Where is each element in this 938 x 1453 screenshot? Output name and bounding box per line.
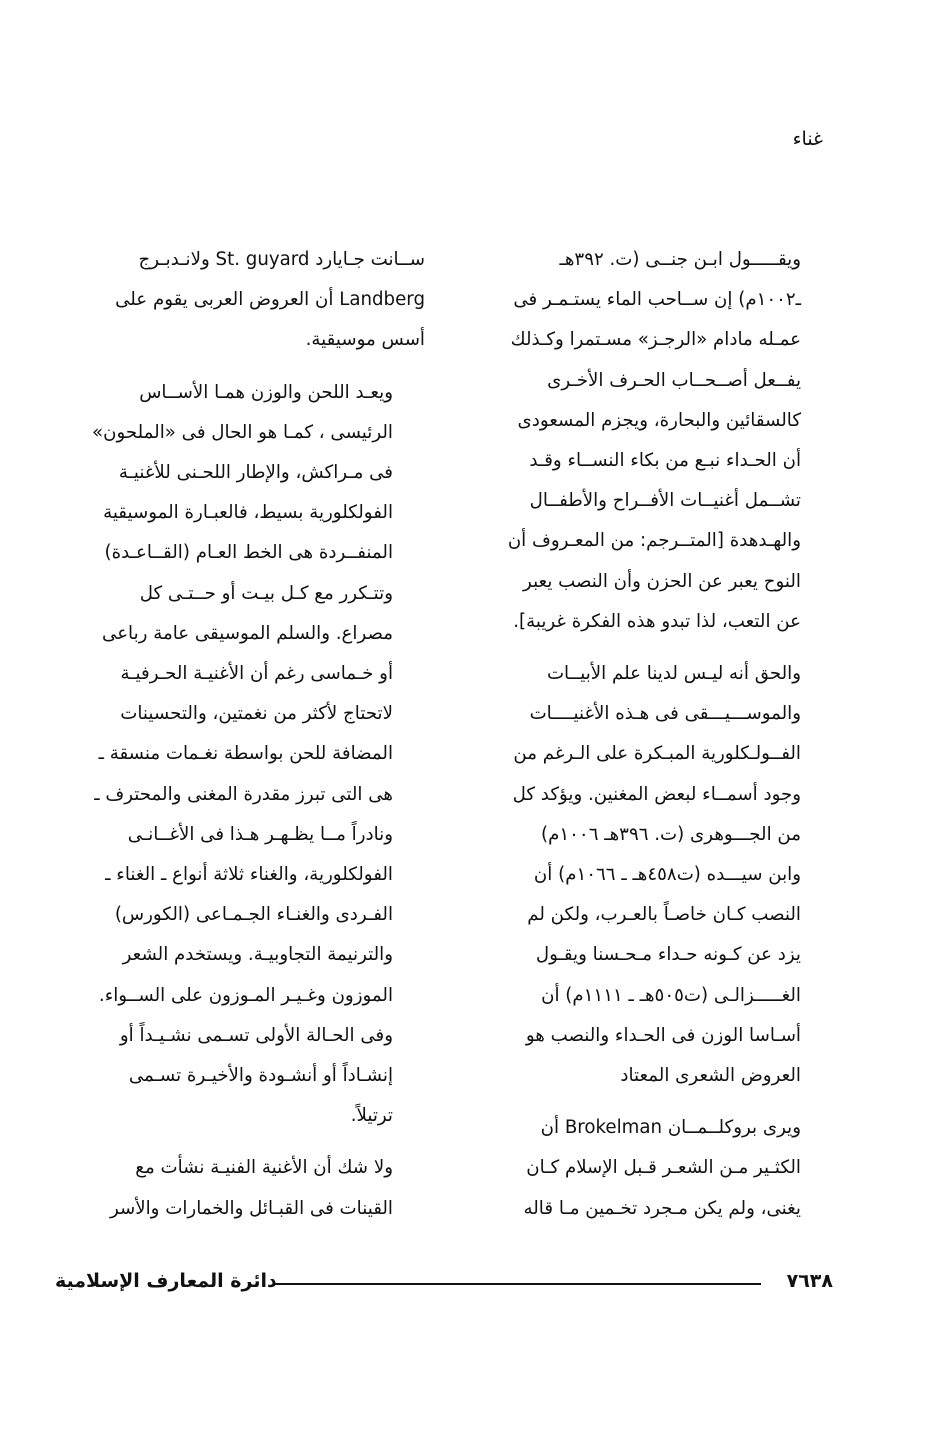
text-line: يغنى، ولم يكن مـجرد تخـمين مـا قاله xyxy=(523,1197,801,1219)
text-line: والترنيمة التجاوبيـة. ويستخدم الشعر xyxy=(122,944,393,966)
text-line: النوح يعبر عن الحزن وأن النصب يعبر xyxy=(523,570,801,592)
page-footer xyxy=(55,1270,833,1302)
text-line: لاتحتاج لأكثر من نغمتين، والتحسينات xyxy=(120,703,393,725)
text-line: وتتـكرر مع كـل بيـت أو حــتـى كل xyxy=(139,582,393,604)
paragraph-4 xyxy=(55,373,425,1137)
text-line: المضافة للحن بواسطة نغـمات منسقة ـ xyxy=(98,743,393,765)
text-line: الفـردى والغنـاء الجـمـاعى (الكورس) xyxy=(114,904,393,926)
text-line: والحق أنه ليـس لدينا علم الأبيــات xyxy=(546,663,801,685)
text-line: مصراع. والسلم الموسيقى عامة رباعى xyxy=(102,622,393,644)
text-line: تشــمل أغنيــات الأفــراح والأطفــال xyxy=(529,490,801,512)
footer-rule-divider xyxy=(273,1283,761,1285)
text-line: الكثـير مـن الشعـر قـبل الإسلام كـان xyxy=(526,1157,801,1179)
text-line: وابن سيـــده (ت٤٥٨هـ ـ ١٠٦٦م) أن xyxy=(533,864,801,886)
text-line: إنشـاداً أو أنشـودة والأخيـرة تسـمى xyxy=(128,1065,393,1087)
text-line: ونادراً مــا يظـهـر هـذا فى الأغــانـى xyxy=(127,823,393,845)
text-line: الغـــــزالـى (ت٥٠٥هـ ـ ١١١١م) أن xyxy=(541,984,801,1006)
text-line: عن التعب، لذا تبدو هذه الفكرة غريبة]. xyxy=(513,610,801,632)
text-line: الفولكلورية، والغناء ثلاثة أنواع ـ الغناء ـ xyxy=(105,864,393,886)
text-line: وفى الحـالة الأولى تسـمى نشـيـداً أو xyxy=(119,1024,393,1046)
paragraph-2 xyxy=(463,654,833,1096)
text-line: المنفــردة هى الخط العـام (القــاعـدة) xyxy=(104,542,393,564)
text-line: عمـله مادام «الرجـز» مسـتمرا وكـذلك xyxy=(510,329,801,351)
paragraph-3 xyxy=(463,1108,833,1229)
text-line: العروض الشعرى المعتاد xyxy=(620,1065,801,1087)
text-line: والهـدهدة [المتــرجم: من المعـروف أن xyxy=(507,530,801,552)
text-line: ترتيلاً. xyxy=(350,1105,393,1127)
text-line: أو خـماسى رغم أن الأغنيـة الحـرفيـة xyxy=(120,663,393,685)
text-line: هى التى تبرز مقدرة المغنى والمحترف ـ xyxy=(94,783,393,805)
text-line: يزد عن كـونه حـداء مـحـسنا ويقـول xyxy=(535,944,801,966)
text-line: ـ١٠٠٢م) إن ســاحب الماء يستـمـر فى xyxy=(513,289,801,311)
text-line: كالسقائين والبحارة، ويجزم المسعودى xyxy=(517,409,801,431)
footer-journal-title: دائرة المعارف الإسلامية xyxy=(55,1270,277,1292)
text-line: أن الحـداء نبـع من بكاء النســاء وقـد xyxy=(529,450,801,472)
text-line: أسس موسيقية. xyxy=(305,329,425,351)
text-line: يفــعل أصــحــاب الحـرف الأخـرى xyxy=(547,369,801,391)
text-line: الموزون وغـيـر المـوزون على الســواء. xyxy=(98,984,393,1006)
text-line: الرئيسى ، كمـا هو الحال فى «الملحون» xyxy=(92,421,393,443)
right-column xyxy=(463,240,833,1241)
text-line: Landberg أن العروض العربى يقوم على xyxy=(115,289,425,311)
paragraph-continued xyxy=(55,240,425,361)
paragraph-1 xyxy=(463,240,833,642)
left-column xyxy=(55,240,425,1241)
page-number: ٧٦٣٨ xyxy=(786,1270,833,1292)
paragraph-5 xyxy=(55,1148,425,1228)
text-line: من الجـــوهرى (ت. ٣٩٦هـ ١٠٠٦م) xyxy=(541,823,801,845)
text-line: والموســـيـــقى فى هـذه الأغنيــــات xyxy=(529,703,801,725)
text-line: ويعـد اللحن والوزن همـا الأســاس xyxy=(139,381,393,403)
text-line: فى مـراكش، والإطار اللحـنى للأغنيـة xyxy=(118,462,393,484)
text-line: القينات فى القبـائل والخمارات والأسر xyxy=(109,1197,393,1219)
page-header-title: غناء xyxy=(792,128,823,150)
text-line: وجود أسمــاء لبعض المغنين. ويؤكد كل xyxy=(512,783,801,805)
text-line: ويرى بروكلــمــان Brokelman أن xyxy=(540,1117,801,1139)
text-line: أسـاسا الوزن فى الحـداء والنصب هو xyxy=(525,1024,801,1046)
text-line: النصب كـان خاصـاً بالعـرب، ولكن لم xyxy=(527,904,801,926)
text-line: ويقـــــول ابـن جنــى (ت. ٣٩٢هـ xyxy=(559,249,801,270)
text-line: الفولكلورية بسيط، فالعبـارة الموسيقية xyxy=(103,502,393,524)
text-line: الفــولـكلورية المبـكرة على الـرغم من xyxy=(513,743,801,765)
text-line: ســانت جـايارد St. guyard ولانـدبـرج xyxy=(138,249,425,270)
text-line: ولا شك أن الأغنية الفنيـة نشأت مع xyxy=(135,1157,393,1179)
